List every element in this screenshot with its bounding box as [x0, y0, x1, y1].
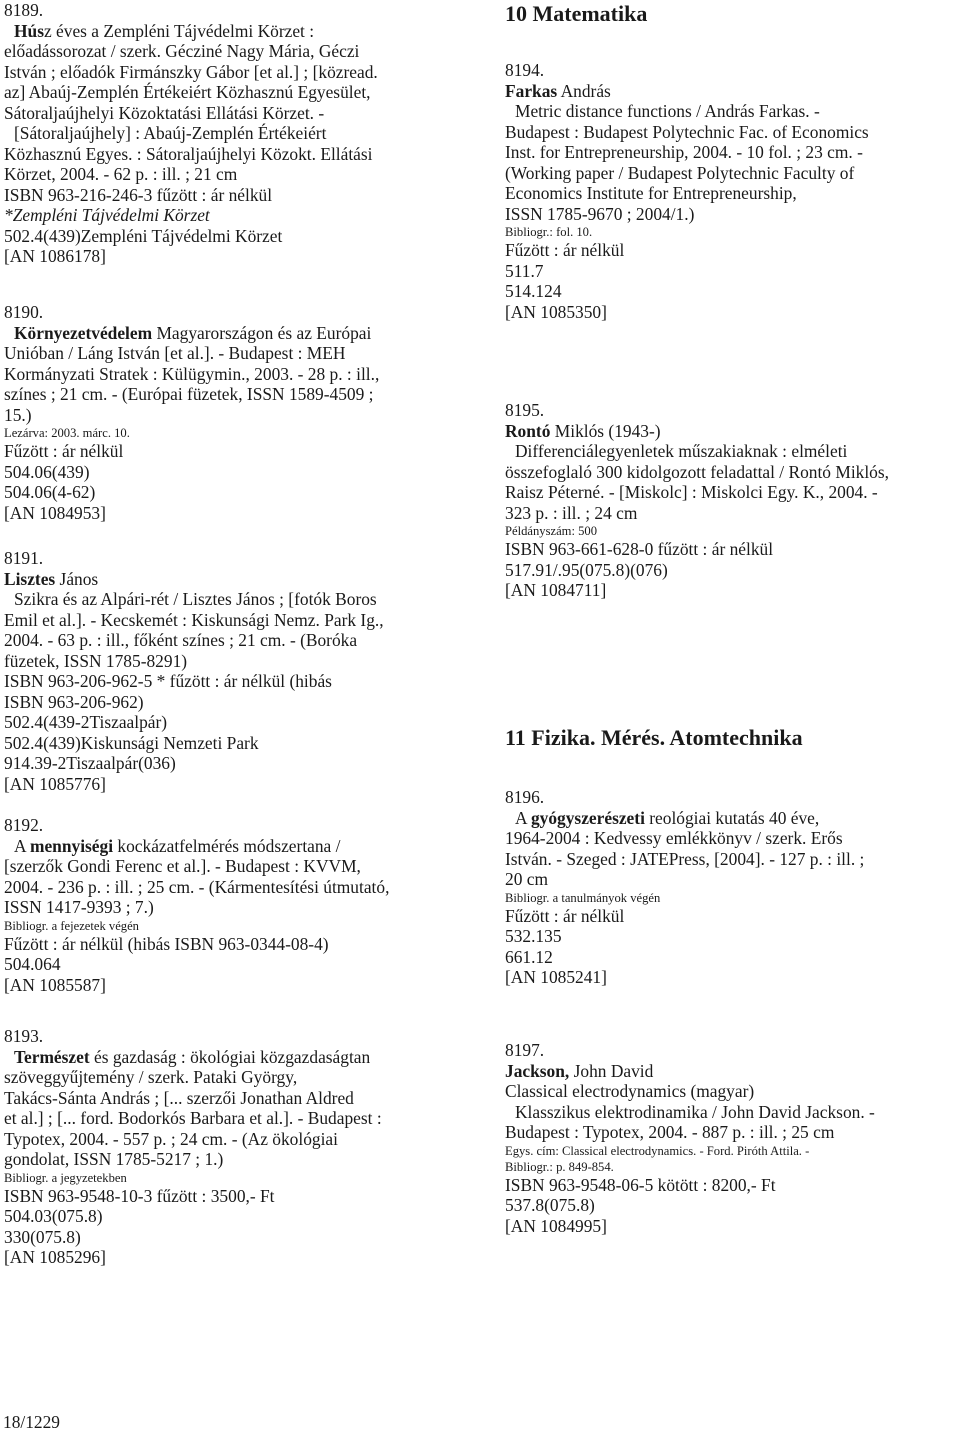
page-number: 18/1229	[3, 1412, 61, 1432]
entry-line	[505, 1195, 875, 1216]
entry-line	[4, 569, 384, 590]
entry-line	[4, 246, 378, 267]
entry-line	[4, 503, 379, 524]
entry-text: Classical electrodynamics (magyar)	[505, 1081, 755, 1101]
entry-text: 504.03(075.8)	[4, 1206, 103, 1226]
entry-line	[505, 163, 869, 184]
entry-note	[4, 918, 389, 934]
entry-line	[4, 954, 389, 975]
bibliography-entry	[4, 1026, 382, 1268]
entry-text: András	[557, 80, 611, 101]
entry-note-text: Bibliogr. a fejezetek végén	[4, 918, 139, 933]
entry-text: 8195.	[505, 400, 545, 420]
entry-text: 504.064	[4, 954, 61, 974]
entry-line	[4, 733, 384, 754]
entry-line	[4, 41, 378, 62]
entry-line	[505, 302, 869, 323]
entry-line	[505, 828, 864, 849]
entry-text: John David	[569, 1060, 654, 1081]
entry-keyword: Környezetvédelem	[14, 322, 153, 343]
entry-line	[4, 692, 384, 713]
entry-line	[4, 0, 378, 21]
entry-line	[505, 947, 864, 968]
entry-line	[4, 343, 379, 364]
entry-text: 504.06(4-62)	[4, 482, 96, 502]
entry-line	[505, 81, 869, 102]
entry-text: 2004. - 236 p. : ill. ; 25 cm. - (Kármentesítési útmutató,	[4, 876, 390, 897]
entry-line	[505, 240, 869, 261]
entry-text: Emil et al.]. - Kecskemét : Kiskunsági Nemz. Park Ig.,	[4, 609, 384, 630]
entry-line	[4, 185, 378, 206]
entry-line	[4, 323, 379, 344]
bibliography-entry	[4, 548, 384, 794]
entry-line	[4, 1067, 382, 1088]
entry-text: 511.7	[505, 260, 544, 281]
entry-text: 914.39-2Tiszaalpár(036)	[4, 753, 176, 773]
entry-line	[505, 482, 889, 503]
entry-text: 514.124	[505, 281, 562, 301]
entry-line	[505, 183, 869, 204]
entry-line	[4, 1227, 382, 1248]
entry-text: reológiai kutatás 40 éve,	[644, 807, 820, 828]
entry-line	[4, 384, 379, 405]
entry-line	[4, 82, 378, 103]
entry-line	[505, 281, 869, 302]
entry-line	[505, 787, 864, 808]
entry-text: 502.4(439-2Tiszaalpár)	[4, 712, 168, 732]
entry-text: Inst. for Entrepreneurship, 2004. - 10 fol. ; 23 cm. -	[505, 142, 863, 162]
entry-note	[505, 523, 889, 539]
entry-text: Fűzött : ár nélkül	[505, 905, 625, 926]
entry-text: füzetek, ISSN 1785-8291)	[4, 650, 188, 671]
bibliography-entry	[505, 787, 864, 988]
entry-text: [AN 1085776]	[4, 773, 106, 794]
entry-keyword: mennyiségi	[29, 835, 114, 856]
entry-subject: *Zempléni Tájvédelmi Körzet	[4, 205, 210, 225]
entry-line	[4, 712, 384, 733]
entry-keyword: Farkas	[505, 80, 558, 101]
entry-text: 537.8(075.8)	[505, 1195, 595, 1215]
entry-text: 20 cm	[505, 869, 548, 889]
entry-line	[4, 1129, 382, 1150]
entry-note	[505, 224, 869, 240]
entry-line	[4, 856, 389, 877]
entry-note	[505, 1143, 875, 1159]
entry-line	[505, 539, 889, 560]
entry-text: Sátoraljaújhelyi Közoktatási Ellátási Körzet. -	[4, 102, 325, 123]
entry-text: színes ; 21 cm. - (Európai füzetek, ISSN 1589-4509 ;	[4, 384, 374, 404]
entry-line	[505, 204, 869, 225]
entry-text: ISSN 1785-9670 ; 2004/1.)	[505, 203, 695, 224]
entry-prefix: A	[515, 807, 531, 828]
entry-text: et al.] ; [... ford. Bodorkós Barbara et al.]. - Budapest :	[4, 1108, 382, 1128]
entry-text: Metric distance functions / András Farkas. -	[515, 101, 820, 121]
entry-text: 661.12	[505, 946, 553, 967]
entry-note-text: Bibliogr. a tanulmányok végén	[505, 890, 661, 905]
entry-line	[4, 21, 378, 42]
entry-keyword: gyógyszerészeti	[530, 807, 645, 828]
entry-line	[505, 1081, 875, 1102]
entry-note-text: Bibliogr. a jegyzetekben	[4, 1170, 127, 1185]
entry-line	[4, 975, 389, 996]
entry-text: Raisz Péterné. - [Miskolc] : Miskolci Egy. K., 2004. -	[505, 482, 878, 502]
entry-text: Klasszikus elektrodinamika / John David Jackson. -	[515, 1101, 875, 1122]
entry-line	[505, 926, 864, 947]
entry-line	[505, 560, 889, 581]
entry-text: 8194.	[505, 60, 545, 80]
entry-text: Közhasznú Egyes. : Sátoraljaújhelyi Közokt. Ellátási	[4, 143, 373, 164]
entry-text: Fűzött : ár nélkül (hibás ISBN 963-0344-08-4)	[4, 933, 329, 954]
entry-line	[505, 441, 889, 462]
entry-note-text: Példányszám: 500	[505, 524, 597, 538]
entry-line	[505, 60, 869, 81]
entry-line	[4, 144, 378, 165]
entry-text: Typotex, 2004. - 557 p. ; 24 cm. - (Az ökológiai	[4, 1128, 338, 1149]
entry-line	[505, 261, 869, 282]
entry-line	[4, 364, 379, 385]
entry-text: ISBN 963-661-628-0 fűzött : ár nélkül	[505, 539, 774, 559]
entry-line	[4, 205, 378, 226]
entry-line	[4, 753, 384, 774]
entry-line	[505, 1061, 875, 1082]
entry-text: szöveggyűjtemény / szerk. Pataki György,	[4, 1067, 298, 1087]
entry-line	[505, 580, 889, 601]
entry-text: ISBN 963-216-246-3 fűzött : ár nélkül	[4, 184, 273, 205]
entry-line	[4, 1026, 382, 1047]
entry-keyword: Rontó	[505, 420, 551, 441]
entry-note	[505, 890, 864, 906]
entry-line	[4, 1247, 382, 1268]
entry-line	[505, 421, 889, 442]
entry-line	[505, 906, 864, 927]
entry-text: 330(075.8)	[4, 1226, 81, 1247]
entry-keyword: Hús	[14, 20, 44, 41]
entry-line	[4, 1047, 382, 1068]
entry-line	[4, 815, 389, 836]
entry-line	[4, 405, 379, 426]
entry-text: kockázatfelmérés módszertana /	[113, 835, 341, 856]
entry-text: [AN 1085296]	[4, 1247, 106, 1267]
entry-note	[4, 1170, 382, 1186]
entry-text: Differenciálegyenletek műszakiaknak : elméleti	[515, 441, 848, 461]
entry-text: Takács-Sánta András ; [... szerzői Jonathan Aldred	[4, 1087, 354, 1108]
entry-text: [AN 1084953]	[4, 502, 106, 523]
entry-text: Körzet, 2004. - 62 p. : ill. ; 21 cm	[4, 164, 238, 184]
entry-text: Budapest : Typotex, 2004. - 887 p. : ill. ; 25 cm	[505, 1122, 835, 1142]
entry-text: János	[55, 568, 99, 589]
entry-text: Fűzött : ár nélkül	[4, 441, 124, 461]
entry-line	[4, 630, 384, 651]
entry-text: Unióban / Láng István [et al.]. - Budapest : MEH	[4, 343, 346, 363]
entry-text: István. - Szeged : JATEPress, [2004]. - 127 p. : ill. ;	[505, 848, 865, 869]
entry-text: 1964-2004 : Kedvessy emlékkönyv / szerk. Erős	[505, 828, 843, 848]
bibliography-entry	[505, 60, 869, 322]
entry-text: 8193.	[4, 1026, 44, 1046]
bibliography-entry	[505, 400, 889, 601]
entry-text: [AN 1085350]	[505, 301, 607, 322]
entry-line	[505, 142, 869, 163]
entry-line	[4, 62, 378, 83]
entry-text: ISBN 963-206-962-5 * fűzött : ár nélkül (hibás	[4, 671, 332, 691]
entry-line	[4, 1088, 382, 1109]
entry-text: [AN 1086178]	[4, 246, 106, 266]
entry-text: z éves a Zempléni Tájvédelmi Körzet :	[43, 20, 315, 41]
entry-text: 8189.	[4, 0, 44, 20]
entry-text: ISBN 963-9548-10-3 fűzött : 3500,- Ft	[4, 1185, 275, 1206]
entry-text: és gazdaság : ökológiai közgazdaságtan	[89, 1046, 371, 1067]
entry-text: 8192.	[4, 815, 44, 835]
entry-note-text: Bibliogr.: p. 849-854.	[505, 1159, 614, 1174]
entry-text: Kormányzati Stratek : Külügymin., 2003. - 28 p. : ill.,	[4, 363, 380, 384]
entry-line	[4, 1186, 382, 1207]
entry-text: [AN 1085241]	[505, 967, 607, 987]
entry-line	[4, 774, 384, 795]
section-heading: 10 Matematika	[505, 1, 648, 26]
entry-line	[4, 1149, 382, 1170]
entry-text: ISBN 963-9548-06-5 kötött : 8200,- Ft	[505, 1174, 776, 1195]
entry-line	[505, 101, 869, 122]
entry-text: 8191.	[4, 548, 44, 568]
entry-text: az] Abaúj-Zemplén Értékeiért Közhasznú Egyesület,	[4, 82, 371, 102]
entry-text: István ; előadók Firmánszky Gábor [et al.] ; [közread.	[4, 61, 378, 82]
entry-text: 532.135	[505, 926, 562, 946]
entry-line	[505, 1122, 875, 1143]
entry-text: 8196.	[505, 787, 545, 807]
entry-line	[4, 897, 389, 918]
entry-line	[505, 1175, 875, 1196]
entry-keyword: Lisztes	[4, 568, 56, 589]
entry-text: [Sátoraljaújhely] : Abaúj-Zemplén Értékeiért	[14, 123, 327, 143]
bibliography-entry	[505, 1040, 875, 1236]
entry-text: 504.06(439)	[4, 461, 90, 482]
bibliography-entry	[4, 302, 379, 523]
entry-text: 502.4(439)Zempléni Tájvédelmi Körzet	[4, 225, 283, 246]
entry-line	[4, 836, 389, 857]
entry-note-text: Bibliogr.: fol. 10.	[505, 225, 593, 239]
entry-text: Economics Institute for Entrepreneurship,	[505, 183, 797, 203]
entry-text: Magyarországon és az Európai	[152, 322, 372, 343]
entry-text: gondolat, ISSN 1785-5217 ; 1.)	[4, 1149, 224, 1169]
entry-line	[505, 808, 864, 829]
entry-line	[4, 548, 384, 569]
entry-text: 323 p. : ill. ; 24 cm	[505, 502, 638, 523]
entry-line	[4, 441, 379, 462]
entry-line	[4, 589, 384, 610]
entry-keyword: Jackson,	[505, 1060, 570, 1081]
entry-line	[4, 651, 384, 672]
entry-line	[4, 103, 378, 124]
entry-line	[4, 123, 378, 144]
entry-text: ISBN 963-206-962)	[4, 691, 144, 712]
entry-line	[4, 482, 379, 503]
entry-note-text: Lezárva: 2003. márc. 10.	[4, 426, 130, 440]
entry-line	[505, 400, 889, 421]
entry-text: [szerzők Gondi Ferenc et al.]. - Budapest : KVVM,	[4, 856, 361, 876]
entry-text: Szikra és az Alpári-rét / Lisztes János ; [fotók Boros	[14, 589, 377, 609]
entry-line	[505, 967, 864, 988]
entry-line	[4, 226, 378, 247]
entry-line	[4, 671, 384, 692]
entry-line	[505, 1216, 875, 1237]
entry-line	[505, 1040, 875, 1061]
entry-text: előadássorozat / szerk. Gécziné Nagy Mária, Géczi	[4, 41, 360, 61]
bibliography-entry	[4, 0, 378, 267]
entry-text: Miklós (1943-)	[550, 420, 661, 441]
entry-text: 8190.	[4, 302, 44, 322]
entry-keyword: Természet	[14, 1046, 90, 1067]
entry-line	[505, 462, 889, 483]
entry-note	[505, 1159, 875, 1175]
entry-text: 15.)	[4, 404, 32, 425]
entry-line	[4, 610, 384, 631]
entry-line	[4, 462, 379, 483]
entry-line	[505, 869, 864, 890]
entry-text: 502.4(439)Kiskunsági Nemzeti Park	[4, 732, 259, 753]
entry-text: [AN 1085587]	[4, 974, 106, 995]
entry-line	[4, 1206, 382, 1227]
entry-text: 517.91/.95(075.8)(076)	[505, 559, 668, 580]
entry-text: 8197.	[505, 1040, 545, 1060]
entry-note-text: Egys. cím: Classical electrodynamics. - Ford. Piróth Attila. -	[505, 1143, 810, 1158]
entry-text: Fűzött : ár nélkül	[505, 240, 625, 260]
bibliography-entry	[4, 815, 389, 995]
entry-text: 2004. - 63 p. : ill., főként színes ; 21 cm. - (Boróka	[4, 630, 358, 650]
entry-line	[505, 1102, 875, 1123]
entry-line	[505, 122, 869, 143]
entry-text: (Working paper / Budapest Polytechnic Faculty of	[505, 162, 855, 183]
entry-line	[4, 934, 389, 955]
entry-prefix: A	[14, 835, 30, 856]
entry-line	[4, 877, 389, 898]
entry-text: [AN 1084711]	[505, 580, 607, 600]
entry-line	[505, 503, 889, 524]
entry-line	[4, 1108, 382, 1129]
entry-note	[4, 425, 379, 441]
entry-text: Budapest : Budapest Polytechnic Fac. of Economics	[505, 121, 869, 142]
entry-text: [AN 1084995]	[505, 1215, 607, 1236]
entry-line	[505, 849, 864, 870]
entry-line	[4, 164, 378, 185]
entry-text: ISSN 1417-9393 ; 7.)	[4, 897, 154, 917]
entry-line	[4, 302, 379, 323]
entry-text: összefoglaló 300 kidolgozott feladattal / Rontó Miklós,	[505, 461, 889, 482]
section-heading: 11 Fizika. Mérés. Atomtechnika	[505, 725, 803, 750]
